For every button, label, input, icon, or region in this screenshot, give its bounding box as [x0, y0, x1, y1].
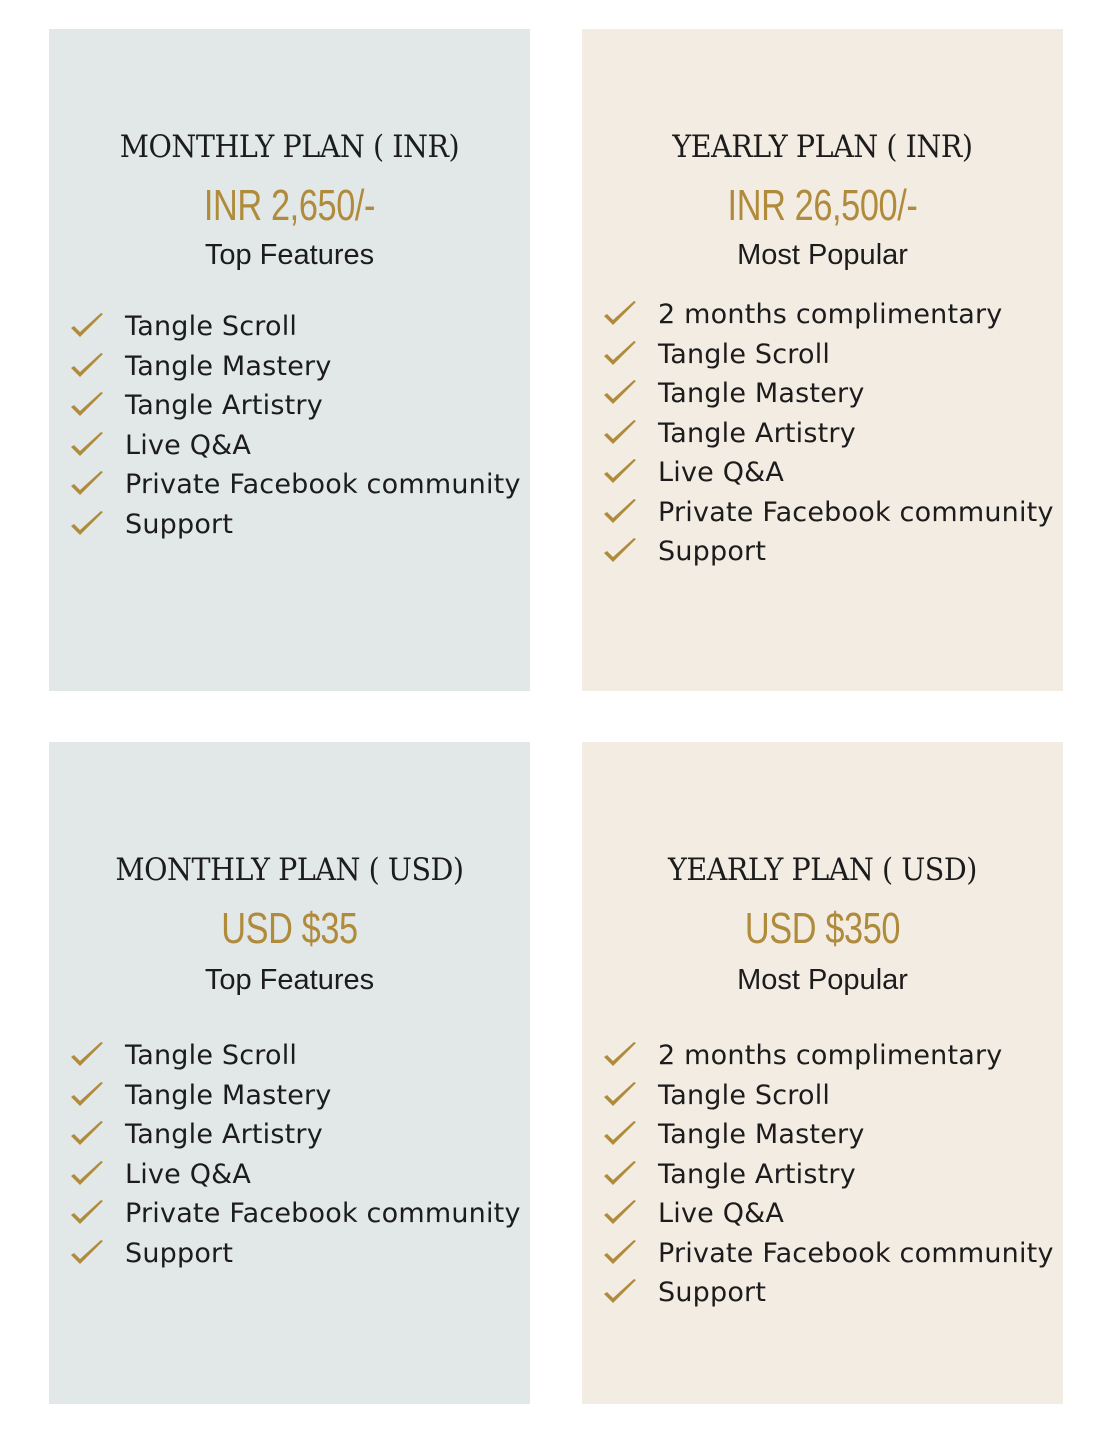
check-icon — [69, 430, 105, 462]
check-icon — [602, 1238, 638, 1270]
plan-subtitle: Top Features — [204, 239, 375, 271]
feature-label: Support — [125, 1237, 234, 1269]
plan-price: USD $35 — [221, 904, 358, 953]
feature-label: Tangle Artistry — [125, 390, 323, 421]
feature-label: Private Facebook community — [125, 1198, 521, 1229]
plan-card-yearly-usd — [582, 742, 1063, 1404]
plan-price: USD $350 — [744, 904, 901, 953]
feature-label: Tangle Mastery — [658, 378, 865, 409]
feature-label: Tangle Scroll — [125, 1040, 298, 1071]
plan-price: INR 26,500/- — [727, 181, 918, 230]
check-icon — [602, 1159, 638, 1191]
feature-label: Support — [125, 508, 234, 540]
check-icon — [69, 390, 105, 422]
feature-label: Private Facebook community — [125, 469, 521, 500]
plan-title: YEARLY PLAN ( INR) — [672, 129, 973, 165]
check-icon — [69, 1238, 105, 1270]
check-icon — [69, 1119, 105, 1151]
check-icon — [602, 1040, 638, 1072]
feature-label: Support — [658, 536, 767, 567]
feature-label: 2 months complimentary — [658, 299, 1003, 330]
plan-title: MONTHLY PLAN ( USD) — [115, 852, 464, 888]
plan-price: INR 2,650/- — [203, 181, 376, 230]
feature-label: Live Q&A — [658, 457, 785, 488]
check-icon — [602, 378, 638, 410]
feature-label: Tangle Mastery — [658, 1119, 865, 1150]
check-icon — [69, 1080, 105, 1112]
check-icon — [602, 1277, 638, 1309]
feature-label: Live Q&A — [125, 1158, 252, 1190]
plan-card-monthly-usd — [49, 742, 530, 1404]
feature-label: Tangle Scroll — [658, 1079, 831, 1111]
feature-label: Tangle Scroll — [125, 311, 298, 342]
check-icon — [69, 1159, 105, 1191]
feature-label: 2 months complimentary — [658, 1040, 1003, 1071]
check-icon — [602, 418, 638, 450]
check-icon — [602, 339, 638, 371]
feature-label: Tangle Mastery — [125, 350, 332, 382]
check-icon — [602, 1080, 638, 1112]
plan-card-monthly-inr — [49, 29, 530, 691]
check-icon — [69, 1198, 105, 1230]
feature-label: Tangle Artistry — [125, 1119, 323, 1150]
plan-subtitle: Most Popular — [737, 239, 908, 271]
feature-label: Tangle Artistry — [658, 1158, 856, 1190]
check-icon — [602, 536, 638, 568]
plan-title: YEARLY PLAN ( USD) — [668, 852, 977, 888]
plan-subtitle: Most Popular — [737, 964, 908, 996]
check-icon — [69, 311, 105, 343]
check-icon — [69, 1040, 105, 1072]
check-icon — [602, 497, 638, 529]
feature-label: Private Facebook community — [658, 496, 1054, 528]
feature-label: Support — [658, 1277, 767, 1308]
feature-label: Tangle Scroll — [658, 338, 831, 370]
plan-title: MONTHLY PLAN ( INR) — [119, 129, 460, 165]
feature-label: Private Facebook community — [658, 1237, 1054, 1269]
check-icon — [602, 1119, 638, 1151]
plan-card-yearly-inr — [582, 29, 1063, 691]
check-icon — [69, 351, 105, 383]
feature-label: Tangle Mastery — [125, 1079, 332, 1111]
feature-label: Tangle Artistry — [658, 417, 856, 449]
plan-subtitle: Top Features — [204, 964, 375, 996]
check-icon — [69, 469, 105, 501]
check-icon — [602, 457, 638, 489]
feature-label: Live Q&A — [658, 1198, 785, 1229]
check-icon — [602, 299, 638, 331]
feature-label: Live Q&A — [125, 429, 252, 461]
check-icon — [602, 1198, 638, 1230]
check-icon — [69, 509, 105, 541]
